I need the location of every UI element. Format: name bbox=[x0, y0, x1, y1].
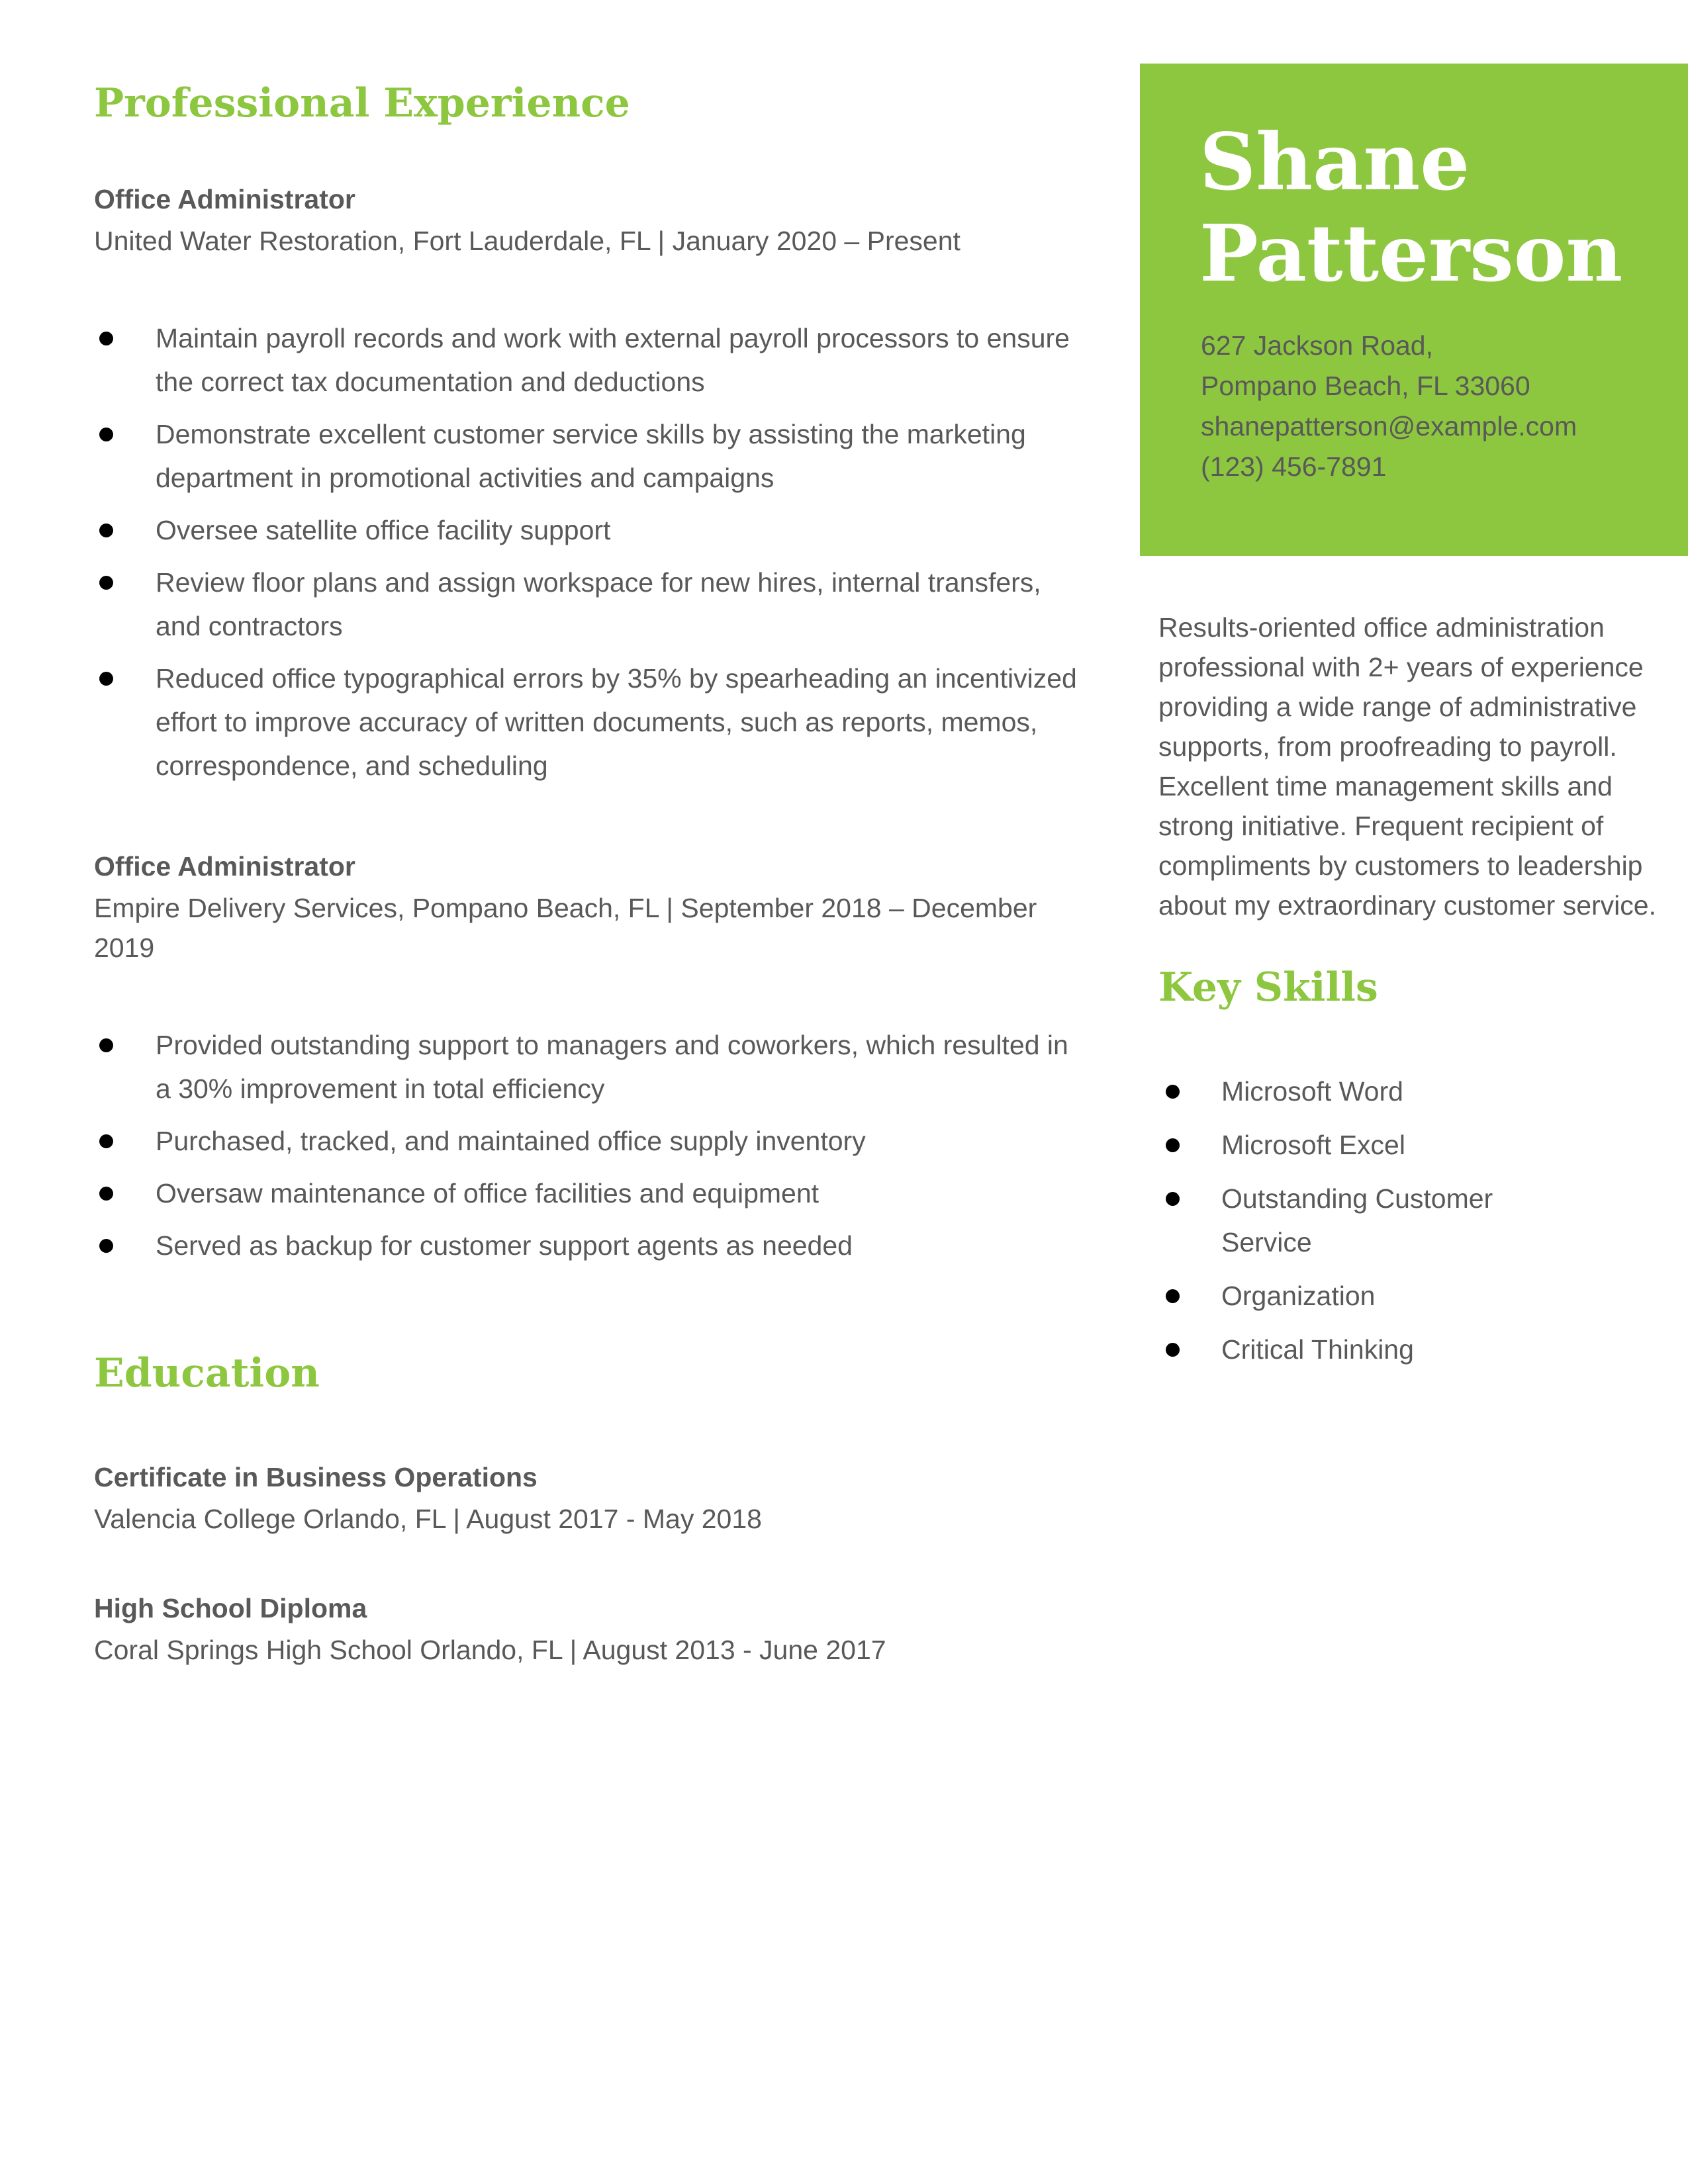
skills-heading: Key Skills bbox=[1158, 964, 1378, 1011]
education-entry bbox=[94, 1586, 1087, 1670]
job-bullet: Oversaw maintenance of office facilities and equipment bbox=[94, 1171, 1087, 1215]
job-bullet: Maintain payroll records and work with external payroll processors to ensure the correct tax documentation and deductions bbox=[94, 316, 1087, 404]
education-meta: Coral Springs High School Orlando, FL | August 2013 - June 2017 bbox=[94, 1635, 886, 1665]
education-title: Certificate in Business Operations bbox=[94, 1462, 538, 1492]
job-entry bbox=[94, 177, 1087, 788]
job-bullet: Purchased, tracked, and maintained office supply inventory bbox=[94, 1119, 1087, 1163]
email-address[interactable]: shanepatterson@example.com bbox=[1201, 411, 1577, 441]
skill-item: Critical Thinking bbox=[1158, 1328, 1662, 1371]
job-bullet: Review floor plans and assign workspace for new hires, internal transfers, and contractors bbox=[94, 561, 1087, 648]
job-bullet: Provided outstanding support to managers and coworkers, which resulted in a 30% improvement in total efficiency bbox=[94, 1023, 1087, 1111]
skills-list bbox=[1158, 1069, 1662, 1371]
side-column bbox=[1158, 608, 1662, 1381]
job-bullet: Served as backup for customer support agents as needed bbox=[94, 1224, 1087, 1267]
job-entry bbox=[94, 844, 1087, 1267]
phone-number[interactable]: (123) 456-7891 bbox=[1201, 451, 1387, 482]
experience-heading: Professional Experience bbox=[94, 80, 630, 126]
skill-item: Microsoft Word bbox=[1158, 1069, 1662, 1113]
education-meta: Valencia College Orlando, FL | August 2017 - May 2018 bbox=[94, 1504, 762, 1534]
contact-info bbox=[1201, 326, 1577, 487]
address-line2: Pompano Beach, FL 33060 bbox=[1201, 371, 1530, 401]
skill-item: Microsoft Excel bbox=[1158, 1123, 1662, 1167]
job-title: Office Administrator bbox=[94, 851, 355, 882]
job-meta: Empire Delivery Services, Pompano Beach, FL | September 2018 – December 2019 bbox=[94, 893, 1037, 963]
candidate-name bbox=[1199, 116, 1676, 299]
last-name: Patterson bbox=[1199, 207, 1623, 299]
job-meta: United Water Restoration, Fort Lauderdale, FL | January 2020 – Present bbox=[94, 226, 961, 256]
job-bullet: Oversee satellite office facility support bbox=[94, 508, 1087, 552]
first-name: Shane bbox=[1199, 116, 1470, 208]
job-bullets bbox=[94, 1023, 1087, 1267]
education-heading: Education bbox=[94, 1350, 320, 1396]
education-title: High School Diploma bbox=[94, 1593, 367, 1623]
education-entry bbox=[94, 1455, 1087, 1539]
skill-item: Organization bbox=[1158, 1274, 1662, 1318]
profile-summary: Results-oriented office administration professional with 2+ years of experience providing a wide range of administrative supports, from proofreading to payroll. Excellent time management skills and strong initiative. Frequent recipient of compliments by customers to leadership about my extraordinary customer service. bbox=[1158, 612, 1656, 921]
job-bullet: Demonstrate excellent customer service skills by assisting the marketing department in promotional activities and campaigns bbox=[94, 412, 1087, 500]
job-bullet: Reduced office typographical errors by 35% by spearheading an incentivized effort to improve accuracy of written documents, such as reports, memos, correspondence, and scheduling bbox=[94, 657, 1087, 788]
name-banner bbox=[1140, 64, 1688, 556]
skill-item: Outstanding Customer Service bbox=[1158, 1177, 1506, 1264]
job-title: Office Administrator bbox=[94, 184, 355, 214]
main-column bbox=[94, 71, 1087, 1670]
job-bullets bbox=[94, 316, 1087, 788]
address-line1: 627 Jackson Road, bbox=[1201, 330, 1434, 361]
